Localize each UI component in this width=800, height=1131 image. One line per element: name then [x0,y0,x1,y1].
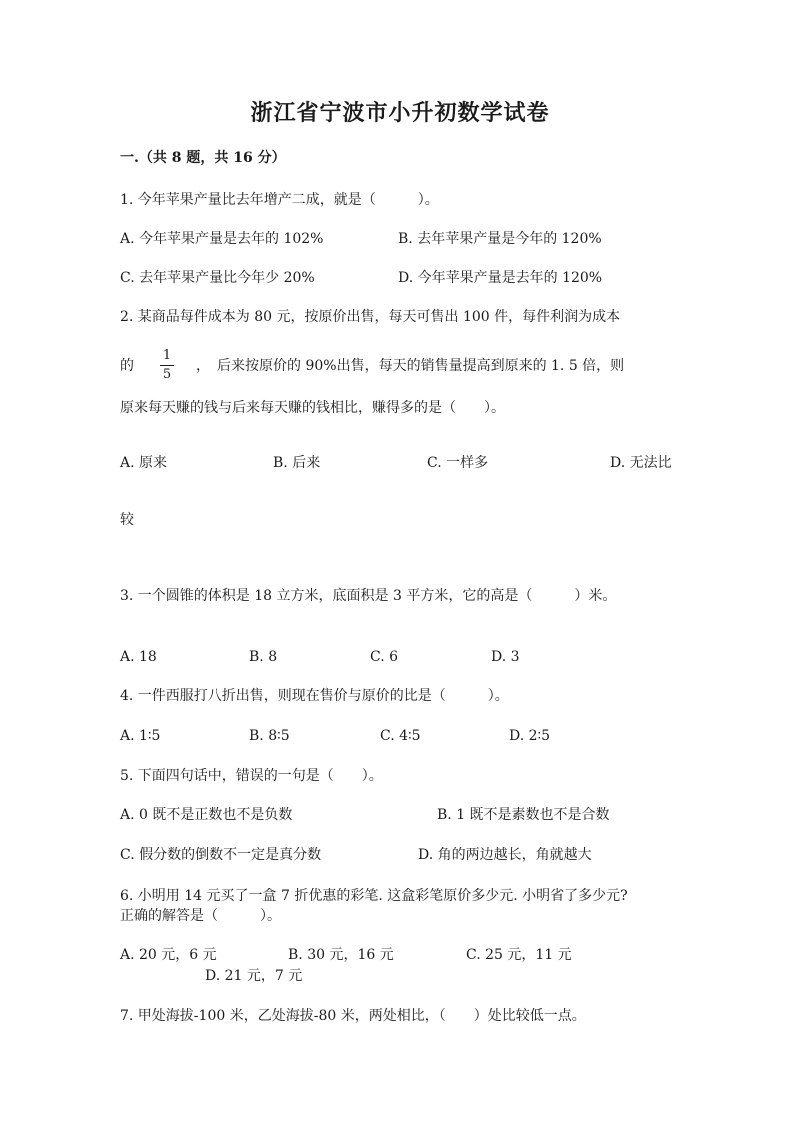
exam-title: 浙江省宁波市小升初数学试卷 [250,100,550,126]
question-stem: 5. 下面四句话中，错误的一句是（ ）。 [120,768,383,784]
option-a: A. 20 元，6 元 [120,947,217,963]
option-d: D. 今年苹果产量是去年的 120% [398,270,603,286]
option-c: C. 25 元，11 元 [466,947,572,963]
question-stem: 4. 一件西服打八折出售，则现在售价与原价的比是（ ）。 [120,688,509,704]
question-stem-prefix: 的 [120,358,134,374]
question-stem-suffix: ， 后来按原价的 90%出售，每天的销售量提高到原来的 1. 5 倍，则 [196,358,625,374]
question-stem-line-1: 6. 小明用 14 元买了一盒 7 折优惠的彩笔. 这盒彩笔原价多少元. 小明省了多少元? [120,888,628,904]
option-b: B. 1 既不是素数也不是合数 [437,807,610,823]
option-c: C. 假分数的倒数不一定是真分数 [120,847,322,863]
option-c: C. 4∶5 [380,728,421,744]
option-a: A. 今年苹果产量是去年的 102% [120,231,324,247]
option-d: D. 21 元，7 元 [205,968,303,984]
question-stem: 7. 甲处海拔-100 米，乙处海拔-80 米，两处相比，（ ）处比较低一点。 [120,1008,586,1024]
option-d: D. 无法比 [610,455,672,471]
option-b: B. 30 元，16 元 [288,947,394,963]
option-b: B. 8 [249,649,278,665]
option-a: A. 18 [120,649,157,665]
fraction-bar [160,365,174,366]
option-d: D. 角的两边越长，角就越大 [418,847,592,863]
option-d: D. 3 [491,649,520,665]
question-stem-line-1: 2. 某商品每件成本为 80 元，按原价出售，每天可售出 100 件，每件利润为成本 [120,309,621,325]
question-stem-line-3: 原来每天赚的钱与后来每天赚的钱相比，赚得多的是（ ）。 [120,400,505,416]
option-c: C. 一样多 [427,455,489,471]
option-b: B. 后来 [273,455,321,471]
option-d: D. 2∶5 [509,728,551,744]
option-c: C. 6 [370,649,399,665]
question-stem-line-2: 正确的解答是（ ）。 [120,908,281,924]
fraction [160,348,174,383]
option-a: A. 1∶5 [120,728,161,744]
option-a: A. 原来 [120,455,168,471]
option-c: C. 去年苹果产量比今年少 20% [120,270,315,286]
question-stem: 1. 今年苹果产量比去年增产二成，就是（ ）。 [120,192,439,208]
option-d-continuation: 较 [120,512,134,528]
question-stem: 3. 一个圆锥的体积是 18 立方米，底面积是 3 平方米，它的高是（ ）米。 [120,588,617,604]
section-heading: 一.（共 8 题，共 16 分） [120,150,286,166]
option-b: B. 去年苹果产量是今年的 120% [398,231,602,247]
fraction-denominator: 5 [162,367,172,382]
fraction-numerator: 1 [162,348,172,363]
option-b: B. 8∶5 [249,728,290,744]
option-a: A. 0 既不是正数也不是负数 [120,807,293,823]
